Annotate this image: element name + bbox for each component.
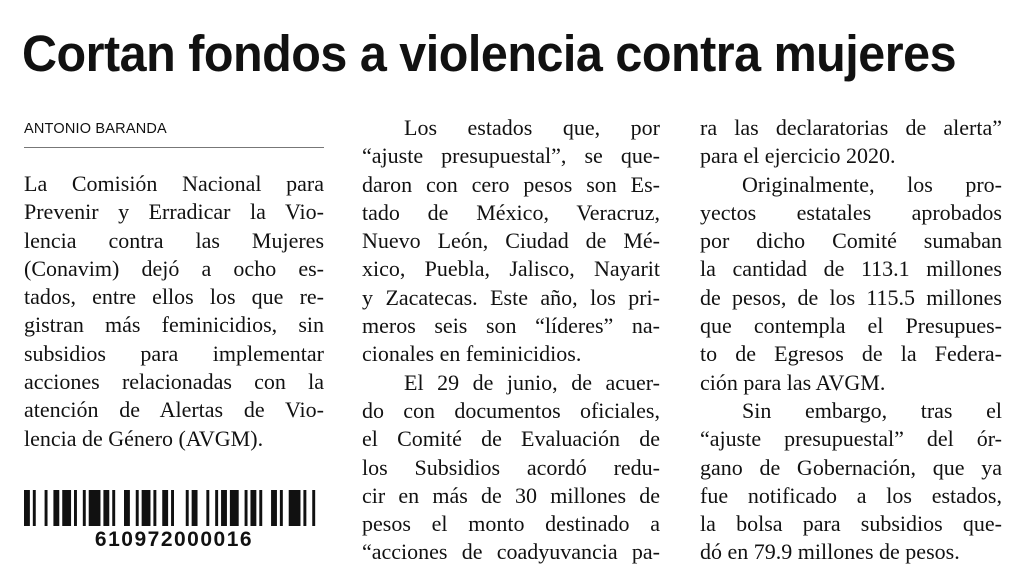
article-column-1 (24, 170, 324, 453)
barcode-bar (245, 490, 248, 526)
barcode-bar (33, 490, 36, 526)
column-1-line: acciones relacionadas con la (24, 369, 324, 395)
column-1-line: lencia de Género (AVGM). (24, 425, 264, 451)
column-2-line: El 29 de junio, de acuer- (404, 369, 660, 395)
column-2-line: xico, Puebla, Jalisco, Nayarit (362, 256, 660, 282)
column-2-line: y Zacatecas. Este año, los pri- (362, 284, 660, 310)
column-2-line: Nuevo León, Ciudad de Mé- (362, 228, 660, 254)
barcode-number: 610972000016 (94, 528, 254, 551)
column-2-line: cir en más de 30 millones de (362, 482, 660, 508)
column-3-line: Originalmente, los pro- (742, 171, 1002, 197)
column-2-line: meros seis son “líderes” na- (362, 313, 660, 339)
column-1-line: atención de Alertas de Vio- (24, 397, 324, 423)
barcode-bar (303, 490, 306, 526)
barcode-bar (112, 490, 115, 526)
barcode-bar (89, 490, 101, 526)
barcode-bar (53, 490, 59, 526)
column-1-line: tados, entre ellos los que re- (24, 284, 324, 310)
barcode-bar (312, 490, 315, 526)
barcode-bars (24, 490, 324, 526)
barcode-bar (259, 490, 262, 526)
article-column-3 (700, 114, 1002, 567)
column-2-line: “acciones de coadyuvancia pa- (362, 539, 660, 565)
column-3-line: ción para las AVGM. (700, 369, 886, 395)
barcode-bar (153, 490, 156, 526)
barcode-bar (280, 490, 283, 526)
column-1-line: gistran más feminicidios, sin (24, 312, 324, 338)
column-3-line: por dicho Comité sumaban (700, 228, 1002, 254)
headline: Cortan fondos a violencia contra mujeres (22, 25, 957, 82)
column-3-line: que contempla el Presupues- (700, 313, 1002, 339)
byline-divider (24, 147, 324, 148)
column-3-line: gano de Gobernación, que ya (700, 454, 1002, 480)
column-3-line: para el ejercicio 2020. (700, 143, 896, 169)
column-3-line: to de Egresos de la Federa- (700, 341, 1002, 367)
column-2-line: el Comité de Evaluación de (362, 426, 660, 452)
barcode-bar (192, 490, 198, 526)
column-3-line: ra las declaratorias de alerta” (700, 115, 1002, 140)
barcode (24, 490, 324, 526)
barcode-bar (142, 490, 151, 526)
barcode-bar (289, 490, 301, 526)
column-3-line: dó en 79.9 millones de pesos. (700, 539, 960, 565)
barcode-bar (83, 490, 86, 526)
barcode-bar (136, 490, 139, 526)
barcode-bar (24, 490, 30, 526)
barcode-bar (221, 490, 227, 526)
barcode-bar (124, 490, 130, 526)
column-2-line: tado de México, Veracruz, (362, 199, 660, 225)
column-1-line: (Conavim) dejó a ocho es- (24, 255, 324, 281)
barcode-bar (74, 490, 77, 526)
column-2-line: pesos el monto destinado a (362, 511, 660, 537)
barcode-bar (171, 490, 174, 526)
column-2-line: do con documentos oficiales, (362, 397, 660, 423)
column-1-line: lencia contra las Mujeres (24, 227, 324, 253)
barcode-bar (45, 490, 48, 526)
column-2-line: los Subsidios acordó redu- (362, 454, 660, 480)
byline: ANTONIO BARANDA (24, 121, 167, 137)
column-3-line: la bolsa para subsidios que- (700, 511, 1002, 537)
column-3-line: de pesos, de los 115.5 millones (700, 284, 1002, 310)
column-3-line: fue notificado a los estados, (700, 482, 1002, 508)
column-1-line: Prevenir y Erradicar la Vio- (24, 199, 324, 225)
column-2-line: Los estados que, por (404, 115, 660, 140)
column-2-line: “ajuste presupuestal”, se que- (362, 143, 660, 169)
barcode-bar (250, 490, 256, 526)
article-column-2 (362, 114, 660, 567)
column-3-line: la cantidad de 113.1 millones (700, 256, 1002, 282)
column-3-line: Sin embargo, tras el (742, 397, 1002, 423)
barcode-bar (215, 490, 218, 526)
barcode-bar (62, 490, 71, 526)
barcode-bar (162, 490, 168, 526)
column-3-line: yectos estatales aprobados (700, 199, 1002, 225)
barcode-bar (271, 490, 277, 526)
column-2-line: daron con cero pesos son Es- (362, 171, 660, 197)
column-2-line: cionales en feminicidios. (362, 341, 582, 367)
barcode-bar (206, 490, 209, 526)
barcode-bar (230, 490, 239, 526)
column-1-line: La Comisión Nacional para (24, 171, 324, 196)
barcode-bar (103, 490, 109, 526)
barcode-bar (186, 490, 189, 526)
column-1-line: subsidios para implementar (24, 340, 324, 366)
column-3-line: “ajuste presupuestal” del ór- (700, 426, 1002, 452)
